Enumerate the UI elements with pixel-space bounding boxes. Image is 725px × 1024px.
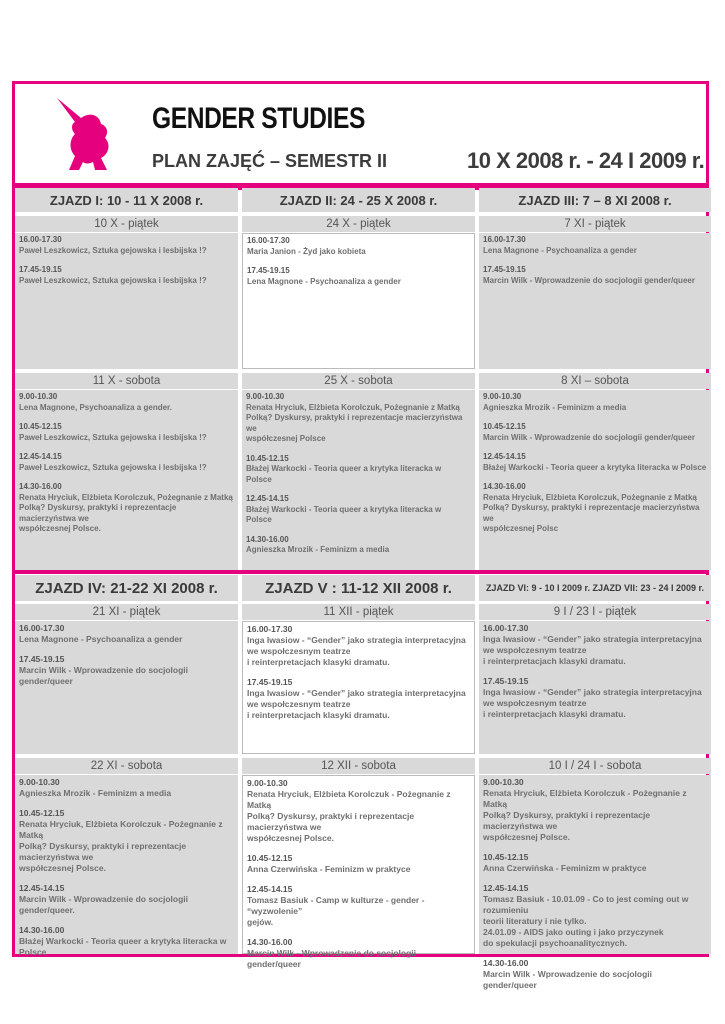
- day-header: 9 I / 23 I - piątek: [479, 604, 711, 620]
- session-entry: [19, 883, 234, 916]
- session-time: 16.00-17.30: [19, 623, 65, 633]
- session-time: 10.45-12.15: [483, 852, 529, 862]
- page-subtitle: PLAN ZAJĘĆ – SEMESTR II: [152, 151, 388, 171]
- session-time: 12.45-14.15: [246, 494, 289, 503]
- session-time: 9.00-10.30: [483, 392, 522, 401]
- session-title: Agnieszka Mrozik - Feminizm a media: [483, 402, 627, 412]
- day-header: 10 I / 24 I - sobota: [479, 758, 711, 774]
- session-list: [15, 775, 238, 957]
- session-time: 10.45-12.15: [246, 453, 289, 463]
- session-time: 9.00-10.30: [246, 392, 285, 401]
- session-title: Renata Hryciuk, Elżbieta Korolczuk - Pożegnanie z Matką Polką? Dyskursy, praktyki i reprezentacje macierzyństwa we współczesnej Polsce.: [483, 788, 687, 842]
- gnome-logo-icon: [55, 96, 125, 176]
- day-header: 12 XII - sobota: [242, 758, 475, 774]
- session-entry: [483, 676, 707, 720]
- session-entry: [19, 482, 234, 535]
- session-time: 9.00-10.30: [247, 778, 288, 788]
- session-time: 10.45-12.15: [247, 853, 293, 863]
- session-time: 12.45-14.15: [19, 883, 65, 893]
- day-header: 24 X - piątek: [242, 216, 475, 232]
- zjazd-header: ZJAZD V : 11-12 XII 2008 r.: [242, 575, 475, 601]
- session-title: Renata Hryciuk, Elżbieta Korolczuk, Pożegnanie z Matką Polką? Dyskursy, praktyki i reprezentacje macierzyństwa we współczesnej Polsce.: [19, 492, 233, 533]
- session-title: Anna Czerwińska - Feminizm w praktyce: [483, 863, 647, 873]
- session-title: Błażej Warkocki - Teoria queer a krytyka literacka w Polsce: [483, 462, 707, 472]
- session-time: 14.30-16.00: [247, 937, 293, 947]
- day-header: 11 XII - piątek: [242, 604, 475, 620]
- session-title: Marcin Wilk - Wprowadzenie do socjologii gender/queer.: [19, 894, 188, 915]
- session-title: Paweł Leszkowicz, Sztuka gejowska i lesbijska !?: [19, 432, 207, 442]
- semester-dates: 10 X 2008 r. - 24 I 2009 r.: [467, 148, 705, 173]
- session-time: 9.00-10.30: [19, 777, 60, 787]
- session-list: [242, 390, 475, 570]
- session-title: Marcin Wilk - Wprowadzenie do socjologii gender/queer: [483, 969, 652, 990]
- day-header: 8 XI – sobota: [479, 373, 711, 389]
- session-entry: [483, 623, 707, 667]
- session-list: [242, 775, 475, 969]
- section-divider: [15, 183, 706, 187]
- session-time: 12.45-14.15: [483, 883, 529, 893]
- day-header: 11 X - sobota: [15, 373, 238, 389]
- session-entry: [246, 392, 471, 445]
- session-list: [15, 233, 238, 369]
- session-time: 14.30-16.00: [483, 958, 529, 968]
- session-entry: [483, 482, 707, 535]
- session-time: 14.30-16.00: [19, 925, 65, 935]
- session-entry: [247, 853, 470, 875]
- session-title: Marcin Wilk - Wprowadzenie do socjologii gender/queer: [19, 665, 188, 686]
- session-time: 10.45-12.15: [19, 808, 65, 818]
- day-header: 7 XI - piątek: [479, 216, 711, 232]
- session-list: [479, 390, 711, 570]
- session-time: 10.45-12.15: [19, 422, 62, 431]
- session-time: 16.00-17.30: [247, 236, 290, 245]
- session-entry: [247, 884, 470, 928]
- session-entry: [247, 937, 470, 970]
- session-title: Marcin Wilk - Wprowadzenie do socjologii gender/queer: [483, 432, 695, 442]
- zjazd-header: ZJAZD IV: 21-22 XI 2008 r.: [15, 575, 238, 601]
- session-entry: [483, 452, 707, 473]
- session-title: Tomasz Basiuk - Camp w kulturze - gender - “wyzwolenie” gejów.: [247, 895, 425, 927]
- session-time: 17.45-19.15: [19, 265, 62, 274]
- session-time: 16.00-17.30: [19, 235, 62, 244]
- session-time: 17.45-19.15: [483, 265, 526, 274]
- session-title: Tomasz Basiuk - 10.01.09 - Co to jest coming out w rozumieniu teorii literatury i nie tylko. 24.01.09 - AIDS jako outing i jako przyczynek do spekulacji psychoanalitycznych.: [483, 894, 689, 948]
- session-title: Inga Iwasiow - “Gender” jako strategia interpretacyjna we wspołczesnym teatrze i reinterpretacjach klasyki dramatu.: [483, 634, 702, 666]
- session-entry: [483, 235, 707, 256]
- session-entry: [483, 958, 707, 991]
- session-title: Paweł Leszkowicz, Sztuka gejowska i lesbijska !?: [19, 245, 207, 255]
- session-time: 9.00-10.30: [19, 392, 58, 401]
- session-title: Paweł Leszkowicz, Sztuka gejowska i lesbijska !?: [19, 275, 207, 285]
- page-title: GENDER STUDIES: [152, 102, 365, 135]
- session-time: 17.45-19.15: [483, 676, 529, 686]
- session-list: [242, 621, 475, 754]
- session-time: 14.30-16.00: [483, 482, 526, 491]
- session-time: 17.45-19.15: [247, 677, 293, 687]
- zjazd-header: ZJAZD II: 24 - 25 X 2008 r.: [242, 188, 475, 212]
- session-time: 16.00-17.30: [483, 235, 526, 244]
- session-list: [242, 233, 475, 369]
- session-list: [15, 621, 238, 754]
- session-entry: [483, 265, 707, 286]
- session-entry: [483, 777, 707, 843]
- session-list: [479, 775, 711, 990]
- session-entry: [19, 392, 234, 413]
- session-entry: [19, 235, 234, 256]
- session-title: Agnieszka Mrozik - Feminizm a media: [19, 788, 172, 798]
- session-title: Renata Hryciuk, Elżbieta Korolczuk - Pożegnanie z Matką Polką? Dyskursy, praktyki i reprezentacje macierzyństwa we współczesnej Polsce.: [19, 819, 223, 873]
- session-time: 17.45-19.15: [19, 654, 65, 664]
- session-title: Paweł Leszkowicz, Sztuka gejowska i lesbijska !?: [19, 462, 207, 472]
- session-list: [15, 390, 238, 570]
- session-title: Renata Hryciuk, Elżbieta Korolczuk, Pożegnanie z Matką Polką? Dyskursy, praktyki i reprezentacje macierzyństwa we współczesnej Polsc: [483, 492, 700, 533]
- session-entry: [483, 852, 707, 874]
- session-time: 9.00-10.30: [483, 777, 524, 787]
- session-time: 16.00-17.30: [247, 624, 293, 634]
- session-entry: [246, 454, 471, 486]
- session-time: 12.45-14.15: [247, 884, 293, 894]
- session-time: 12.45-14.15: [19, 452, 62, 461]
- session-title: Lena Magnone - Psychoanaliza a gender: [483, 245, 637, 255]
- session-entry: [483, 392, 707, 413]
- session-entry: [247, 677, 470, 721]
- session-title: Inga Iwasiow - “Gender” jako strategia interpretacyjna we wspołczesnym teatrze i reinterpretacjach klasyki dramatu.: [247, 688, 466, 720]
- session-entry: [19, 452, 234, 473]
- session-title: Inga Iwasiow - “Gender” jako strategia interpretacyjna we wspołczesnym teatrze i reinterpretacjach klasyki dramatu.: [483, 687, 702, 719]
- session-entry: [19, 623, 234, 645]
- section-divider: [15, 570, 706, 574]
- session-entry: [247, 266, 470, 287]
- session-title: Inga Iwasiow - “Gender” jako strategia interpretacyjna we wspołczesnym teatrze i reinterpretacjach klasyki dramatu.: [247, 635, 466, 667]
- session-entry: [19, 422, 234, 443]
- session-time: 14.30-16.00: [19, 482, 62, 491]
- session-title: Marcin Wilk - Wprowadzenie do socjologii gender/queer: [247, 948, 416, 969]
- session-entry: [246, 494, 471, 526]
- session-entry: [19, 808, 234, 874]
- session-title: Renata Hryciuk, Elżbieta Korolczuk - Pożegnanie z Matką Polką? Dyskursy, praktyki i reprezentacje macierzyństwa we współczesnej Polsce.: [247, 789, 451, 843]
- session-entry: [247, 778, 470, 844]
- session-list: [479, 621, 711, 754]
- session-title: Renata Hryciuk, Elżbieta Korolczuk, Pożegnanie z Matką Polką? Dyskursy, praktyki i reprezentacje macierzyństwa we współczesnej Polsce: [246, 402, 463, 443]
- session-list: [479, 233, 711, 369]
- zjazd-header: ZJAZD I: 10 - 11 X 2008 r.: [15, 188, 238, 212]
- session-entry: [247, 236, 470, 257]
- session-title: Błażej Warkocki - Teoria queer a krytyka literacka w Polsce: [19, 936, 227, 957]
- day-header: 22 XI - sobota: [15, 758, 238, 774]
- session-title: Lena Magnone - Psychoanaliza a gender: [19, 634, 183, 644]
- session-title: Lena Magnone, Psychoanaliza a gender.: [19, 402, 172, 412]
- day-header: 25 X - sobota: [242, 373, 475, 389]
- session-entry: [483, 883, 707, 949]
- session-title: Agnieszka Mrozik - Feminizm a media: [246, 545, 390, 554]
- day-header: 21 XI - piątek: [15, 604, 238, 620]
- session-title: Błażej Warkocki - Teoria queer a krytyka literacka w Polsce: [246, 464, 442, 484]
- session-entry: [247, 624, 470, 668]
- session-time: 10.45-12.15: [483, 422, 526, 431]
- session-title: Błażej Warkocki - Teoria queer a krytyka literacka w Polsce: [246, 504, 442, 524]
- session-title: Lena Magnone - Psychoanaliza a gender: [247, 276, 401, 286]
- zjazd-header: ZJAZD III: 7 – 8 XI 2008 r.: [479, 188, 711, 212]
- session-entry: [246, 535, 471, 556]
- session-entry: [19, 265, 234, 286]
- zjazd-header: ZJAZD VI: 9 - 10 I 2009 r. ZJAZD VII: 23 - 24 I 2009 r.: [479, 575, 711, 601]
- session-entry: [19, 777, 234, 799]
- session-title: Marcin Wilk - Wprowadzenie do socjologii gender/queer: [483, 275, 695, 285]
- day-header: 10 X - piątek: [15, 216, 238, 232]
- session-title: Maria Janion - Żyd jako kobieta: [247, 246, 366, 256]
- session-time: 16.00-17.30: [483, 623, 529, 633]
- header: [15, 84, 706, 186]
- session-time: 14.30-16.00: [246, 534, 289, 544]
- session-time: 12.45-14.15: [483, 452, 526, 461]
- session-title: Anna Czerwińska - Feminizm w praktyce: [247, 864, 411, 874]
- session-entry: [19, 654, 234, 687]
- session-entry: [483, 422, 707, 443]
- session-entry: [19, 925, 234, 958]
- session-time: 17.45-19.15: [247, 266, 290, 275]
